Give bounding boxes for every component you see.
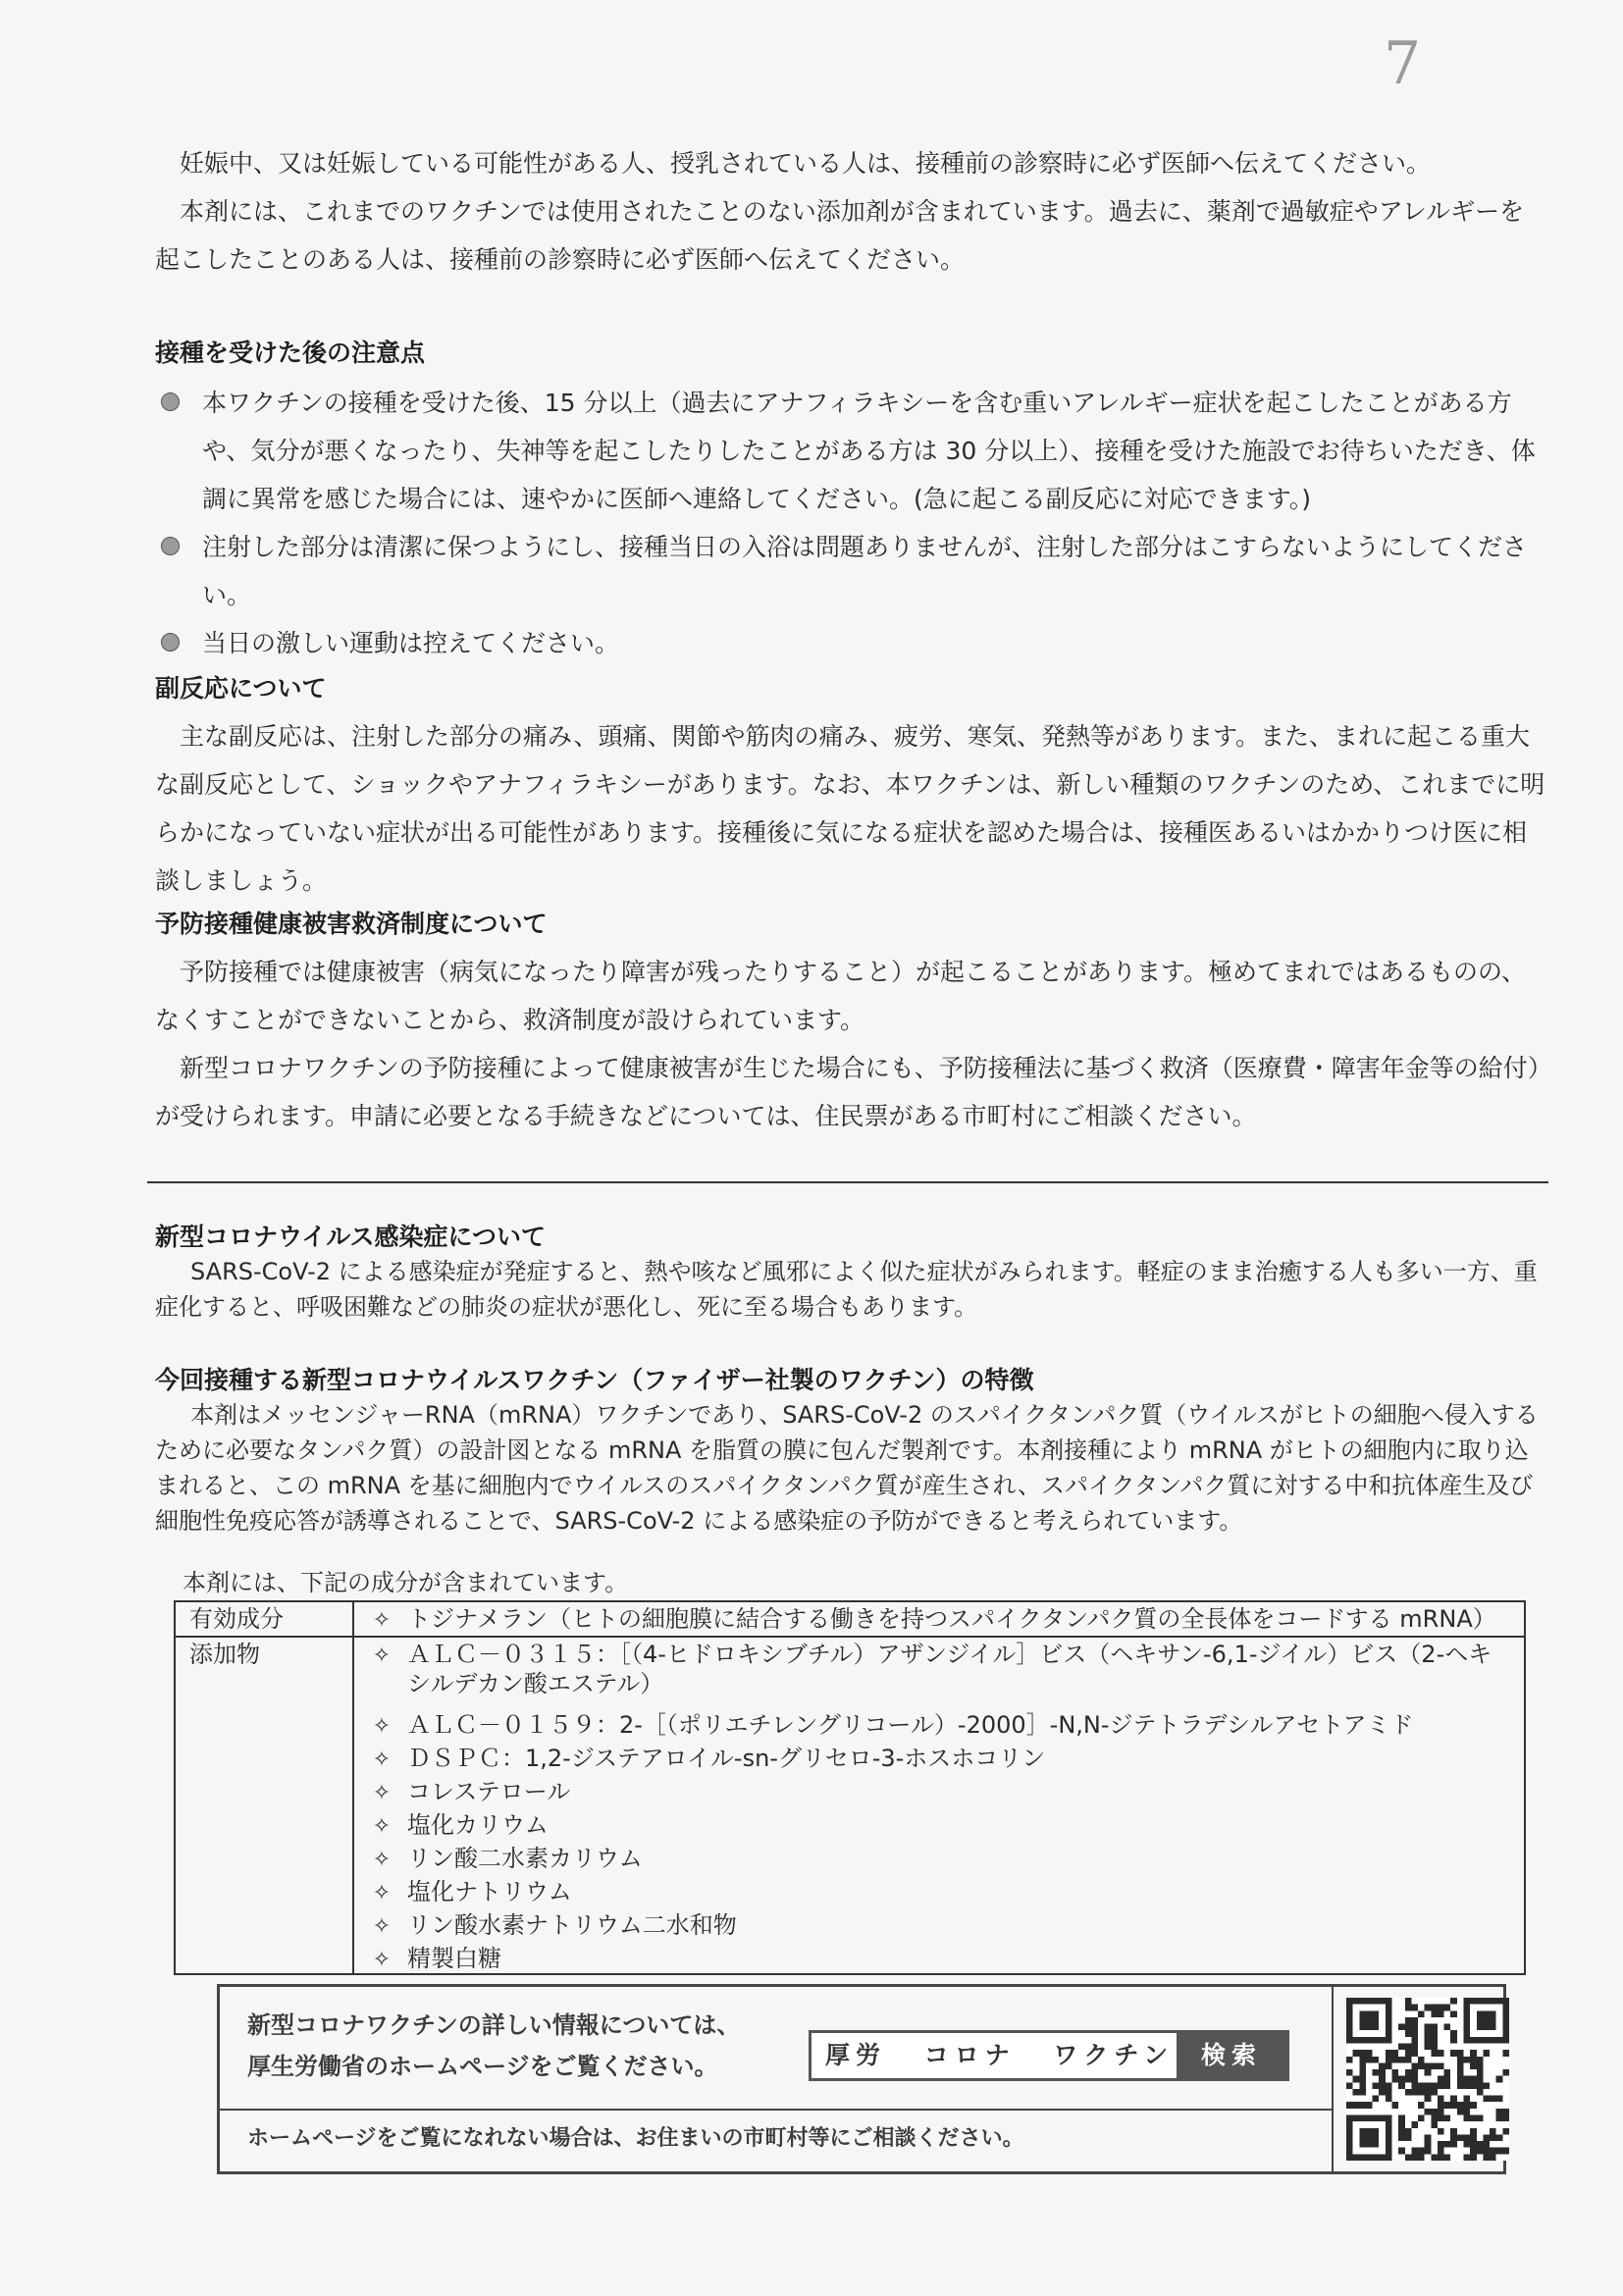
diamond-bullet-icon: ✧ <box>372 1608 392 1633</box>
table-row: ✧ ＤＳＰＣ：1,2-ジステアロイル-sn-グリセロ-3-ホスホコリン <box>362 1744 1514 1775</box>
info-message: 新型コロナワクチンの詳しい情報については、 厚生労働省のホームページをご覧ください。 <box>247 2011 741 2080</box>
ingredients-table <box>174 1600 1526 1975</box>
diamond-bullet-icon: ✧ <box>372 1914 392 1939</box>
diamond-bullet-icon: ✧ <box>372 1748 392 1772</box>
section-divider <box>147 1181 1548 1183</box>
diamond-bullet-icon: ✧ <box>372 1644 392 1668</box>
diamond-bullet-icon: ✧ <box>372 1714 392 1739</box>
diamond-bullet-icon: ✧ <box>372 1781 392 1805</box>
covid-section <box>155 1221 1548 1325</box>
after-heading: 接種を受けた後の注意点 <box>155 339 426 367</box>
table-row: ✧ 塩化ナトリウム <box>362 1877 1514 1908</box>
after-list <box>155 379 1548 667</box>
covid-body: SARS-CoV-2 による感染症が発症すると、熱や咳など風邪によく似た症状がみられます。軽症のまま治癒する人も多い一方、重症化すると、呼吸困難などの肺炎の症状が悪化し、死に至る場合もあります。 <box>155 1258 1538 1321</box>
vaccine-body: 本剤はメッセンジャーRNA（mRNA）ワクチンであり、SARS-CoV-2 のスパイクタンパク質（ウイルスがヒトの細胞へ侵入するために必要なタンパク質）の設計図となる mRNA を脂質の膜に包んだ製剤です。本剤接種により mRNA がヒトの細胞内に取り込まれると、この mRNA を基に細胞内でウイルスのスパイクタンパク質が産生され、スパイクタンパク質に対する中和抗体産生及び細胞性免疫応答が誘導されることで、SARS-CoV-2 による感染症の予防ができると考えられています。 <box>155 1401 1539 1535</box>
covid-heading: 新型コロナウイルス感染症について <box>155 1223 547 1251</box>
additive-label: 添加物 <box>189 1641 260 1668</box>
search-query[interactable]: 厚労 コロナ ワクチン <box>825 2041 1175 2069</box>
table-row: ✧ ＡＬＣ－０３１５：［（4-ヒドロキシブチル）アザンジイル］ビス（ヘキサン-6,1-ジイル）ビス（2-ヘキシルデカン酸エステル） <box>362 1640 1514 1671</box>
list-item: 当日の激しい運動は控えてください。 <box>155 619 1548 667</box>
intro-paragraph-2: 本剤には、これまでのワクチンでは使用されたことのない添加剤が含まれています。過去に、薬剤で過敏症やアレルギーを起こしたことのある人は、接種前の診察時に必ず医師へ伝えてください。 <box>155 197 1525 274</box>
table-row: ✧ 塩化カリウム <box>362 1810 1514 1842</box>
search-box[interactable] <box>809 2030 1289 2081</box>
relief-paragraph-2: 新型コロナワクチンの予防接種によって健康被害が生じた場合にも、予防接種法に基づく救済（医療費・障害年金等の給付）が受けられます。申請に必要となる手続きなどについては、住民票がある市町村にご相談ください。 <box>155 1054 1541 1130</box>
info-box <box>217 1984 1506 2174</box>
bullet-icon <box>161 633 180 652</box>
bullet-icon <box>161 392 180 411</box>
qr-code-icon[interactable] <box>1346 1998 1509 2161</box>
diamond-bullet-icon: ✧ <box>372 1881 392 1905</box>
diamond-bullet-icon: ✧ <box>372 1848 392 1872</box>
intro-paragraph-1: 妊娠中、又は妊娠している可能性がある人、授乳されている人は、接種前の診察時に必ず医師へ伝えてください。 <box>180 149 1432 178</box>
vaccine-heading: 今回接種する新型コロナウイルスワクチン（ファイザー社製のワクチン）の特徴 <box>155 1366 1034 1394</box>
active-ingredient-label: 有効成分 <box>189 1605 284 1633</box>
table-row: ✧ 精製白糖 <box>362 1944 1514 1975</box>
relief-heading: 予防接種健康被害救済制度について <box>155 910 548 938</box>
side-effects-body: 主な副反応は、注射した部分の痛み、頭痛、関節や筋肉の痛み、疲労、寒気、発熱等があります。また、まれに起こる重大な副反応として、ショックやアナフィラキシーがあります。なお、本ワクチンは、新しい種類のワクチンのため、これまでに明らかになっていない症状が出る可能性があります。接種後に気になる症状を認めた場合は、接種医あるいはかかりつけ医に相談しましょう。 <box>155 722 1545 895</box>
table-row: ✧ リン酸二水素カリウム <box>362 1844 1514 1875</box>
relief-paragraph-1: 予防接種では健康被害（病気になったり障害が残ったりすること）が起こることがあります。極めてまれではあるものの、なくすことができないことから、救済制度が設けられています。 <box>155 958 1527 1034</box>
table-row: ✧ リン酸水素ナトリウム二水和物 <box>362 1910 1514 1942</box>
vaccine-section <box>155 1364 1548 1539</box>
ingredients-intro: 本剤には、下記の成分が含まれています。 <box>183 1569 629 1596</box>
info-footer: ホームページをご覧になれない場合は、お住まいの市町村等にご相談ください。 <box>247 2126 1024 2151</box>
list-item: 注射した部分は清潔に保つようにし、接種当日の入浴は問題ありませんが、注射した部分はこすらないようにしてください。 <box>155 523 1548 619</box>
list-item: 本ワクチンの接種を受けた後、15 分以上（過去にアナフィラキシーを含む重いアレルギー症状を起こしたことがある方や、気分が悪くなったり、失神等を起こしたりしたことがある方は 30 分以上）、接種を受けた施設でお待ちいただき、体調に異常を感じた場合には、速やかに医師へ連絡してください。(急に起こる副反応に対応できます。) <box>155 379 1548 523</box>
side-effects-section <box>155 669 1548 905</box>
search-button[interactable]: 検索 <box>1177 2033 1286 2078</box>
side-effects-heading: 副反応について <box>155 674 327 703</box>
relief-section <box>155 905 1548 1140</box>
table-row: ✧ トジナメラン（ヒトの細胞膜に結合する働きを持つスパイクタンパク質の全長体をコードする mRNA） <box>362 1604 1514 1636</box>
bullet-icon <box>161 537 180 555</box>
after-section <box>155 334 1548 667</box>
intro-section <box>155 139 1548 284</box>
diamond-bullet-icon: ✧ <box>372 1814 392 1839</box>
table-row: ✧ コレステロール <box>362 1777 1514 1808</box>
table-row: ✧ ＡＬＣ－０１５９：2-［（ポリエチレングリコール）-2000］-N,N-ジテトラデシルアセトアミド <box>362 1710 1514 1742</box>
corner-mark: 7 <box>1384 29 1422 98</box>
diamond-bullet-icon: ✧ <box>372 1948 392 1972</box>
